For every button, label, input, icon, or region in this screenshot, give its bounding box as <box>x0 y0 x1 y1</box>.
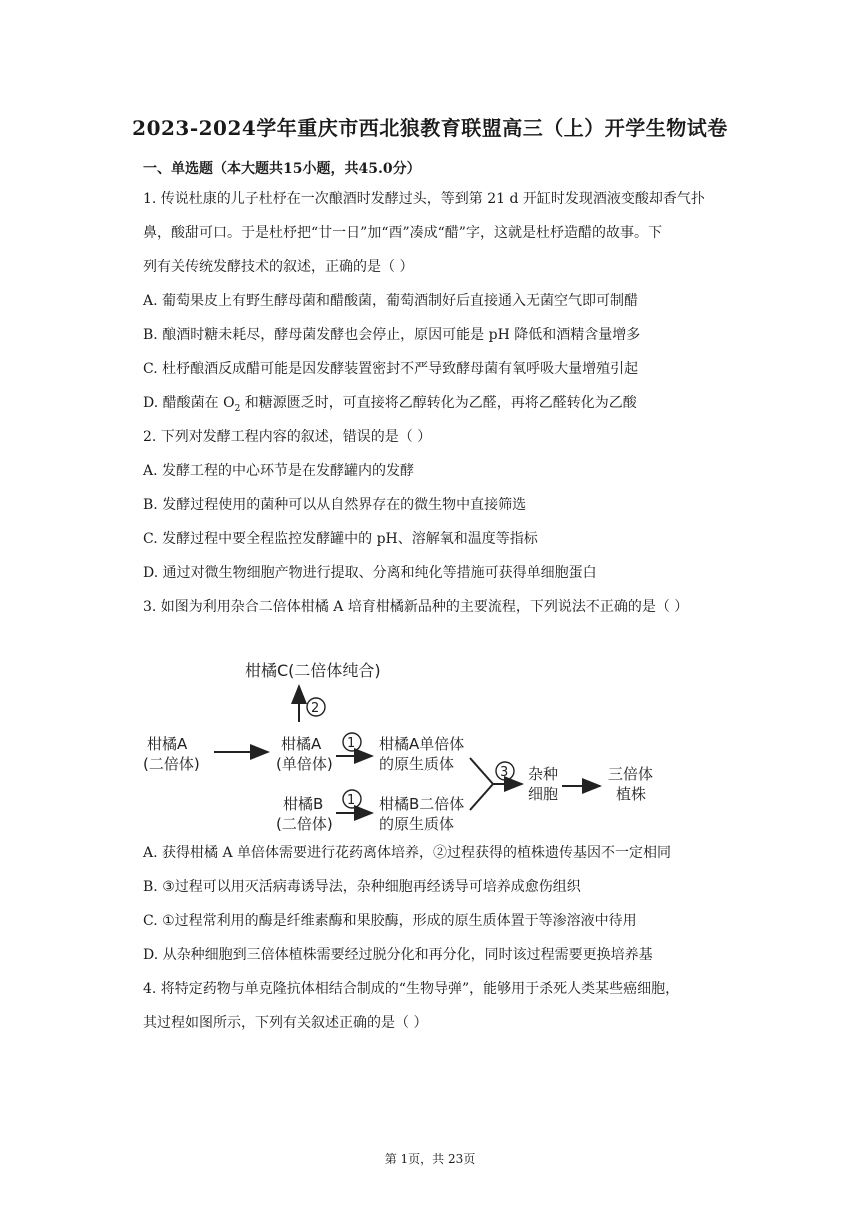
q1-option-d <box>143 393 753 419</box>
q3-option-d: D. 从杂种细胞到三倍体植株需要经过脱分化和再分化，同时该过程需要更换培养基 <box>143 947 653 963</box>
q1-option-b: B. 酿酒时糖未耗尽，酵母菌发酵也会停止，原因可能是 pH 降低和酒精含量增多 <box>143 327 641 343</box>
node-citrus-c: 柑橘C(二倍体纯合) <box>245 661 381 680</box>
q2-option-c: C. 发酵过程中要全程监控发酵罐中的 pH、溶解氧和温度等指标 <box>143 531 538 547</box>
q2-option-b: B. 发酵过程使用的菌种可以从自然界存在的微生物中直接筛选 <box>143 497 527 513</box>
q3-stem: 3. 如图为利用杂合二倍体柑橘 A 培育柑橘新品种的主要流程，下列说法不正确的是（ ） <box>143 599 689 615</box>
step2-label: 2 <box>311 701 320 716</box>
node-citrus-a-diploid-1: 柑橘A <box>147 735 188 753</box>
node-citrus-b-diploid-1: 柑橘B <box>283 795 324 813</box>
q1-option-d-sub: 2 <box>234 403 241 414</box>
node-hybrid-1: 杂种 <box>528 765 559 783</box>
q3-option-b: B. ③过程可以用灭活病毒诱导法，杂种细胞再经诱导可培养成愈伤组织 <box>143 879 581 895</box>
q2-option-d: D. 通过对微生物细胞产物进行提取、分离和纯化等措施可获得单细胞蛋白 <box>143 565 597 581</box>
fusion-bracket <box>470 758 493 810</box>
node-b-protoplast-1: 柑橘B二倍体 <box>379 795 465 813</box>
q1-option-a: A. 葡萄果皮上有野生酵母菌和醋酸菌，葡萄酒制好后直接通入无菌空气即可制醋 <box>143 293 639 309</box>
q2-stem: 2. 下列对发酵工程内容的叙述，错误的是（ ） <box>143 429 432 445</box>
node-a-protoplast-1: 柑橘A单倍体 <box>379 735 465 753</box>
section-heading: 一、单选题（本大题共15小题，共45.0分） <box>143 161 421 177</box>
step1-label-b: 1 <box>347 793 356 808</box>
q1-stem-line-2: 鼻，酸甜可口。于是杜杼把“廿一日”加“酉”凑成“醋”字，这就是杜杼造醋的故事。下 <box>143 225 662 241</box>
step1-label-a: 1 <box>347 736 356 751</box>
q3-option-a: A. 获得柑橘 A 单倍体需要进行花药离体培养，②过程获得的植株遗传基因不一定相同 <box>143 845 672 861</box>
step3-label: 3 <box>500 765 509 780</box>
node-citrus-a-haploid-1: 柑橘A <box>281 735 322 753</box>
q1-option-d-pre: D. 醋酸菌在 O <box>143 395 235 411</box>
q1-stem-line-1: 1. 传说杜康的儿子杜杼在一次酿酒时发酵过头，等到第 21 d 开缸时发现酒液变酸却香气扑 <box>143 191 705 207</box>
node-a-protoplast-2: 的原生质体 <box>379 755 455 773</box>
node-citrus-a-diploid-2: (二倍体) <box>143 755 200 773</box>
node-citrus-a-haploid-2: (单倍体) <box>276 755 333 773</box>
node-triploid-2: 植株 <box>616 785 647 803</box>
q3-option-c: C. ①过程常利用的酶是纤维素酶和果胶酶，形成的原生质体置于等渗溶液中待用 <box>143 913 637 929</box>
q1-stem-line-3: 列有关传统发酵技术的叙述，正确的是（ ） <box>143 259 414 275</box>
page-footer: 第 1页，共 23页 <box>384 1152 476 1166</box>
q1-option-d-post: 和糖源匮乏时，可直接将乙醇转化为乙醛，再将乙醛转化为乙酸 <box>240 395 637 411</box>
node-hybrid-2: 细胞 <box>528 785 559 803</box>
node-citrus-b-diploid-2: (二倍体) <box>276 815 333 833</box>
page-title: 2023-2024学年重庆市西北狼教育联盟高三（上）开学生物试卷 <box>132 116 728 140</box>
node-b-protoplast-2: 的原生质体 <box>379 815 455 833</box>
q4-stem-line-1: 4. 将特定药物与单克隆抗体相结合制成的“生物导弹”，能够用于杀死人类某些癌细胞， <box>143 981 680 997</box>
q1-option-c: C. 杜杼酿酒反成醋可能是因发酵装置密封不严导致酵母菌有氧呼吸大量增殖引起 <box>143 361 639 377</box>
q4-stem-line-2: 其过程如图所示，下列有关叙述正确的是（ ） <box>143 1015 428 1031</box>
node-triploid-1: 三倍体 <box>608 765 654 783</box>
q2-option-a: A. 发酵工程的中心环节是在发酵罐内的发酵 <box>143 463 415 479</box>
q3-flow-diagram <box>0 640 860 840</box>
